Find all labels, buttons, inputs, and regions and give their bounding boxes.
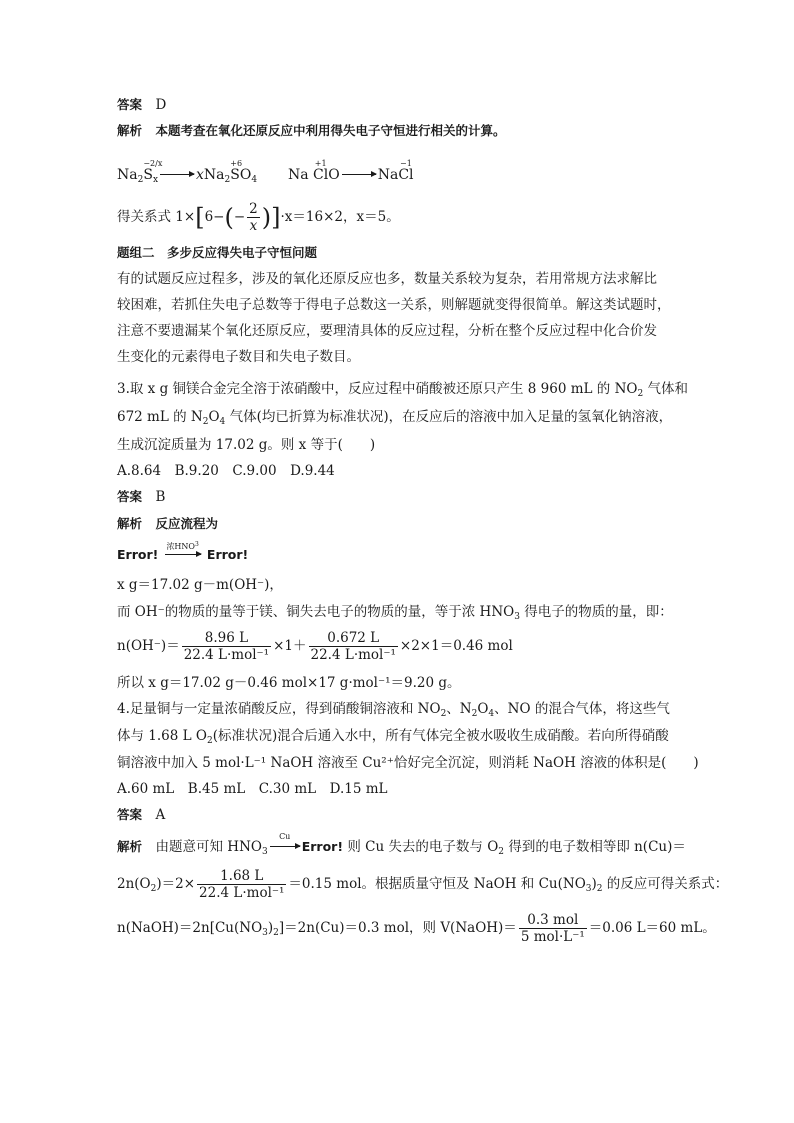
explanation-3 xyxy=(117,515,218,533)
paragraph-line: 生变化的元素得电子数目和失电子数目。 xyxy=(117,349,360,365)
exp4-text: 得到的电子数相等即 n(Cu)＝ xyxy=(504,839,686,855)
formula-text: ×2×1＝0.46 mol xyxy=(399,638,513,654)
formula-sub: 3 xyxy=(585,884,592,894)
q3-sub: 4 xyxy=(219,417,226,427)
answer-label: 答案 xyxy=(117,807,143,822)
answer-value: B xyxy=(155,489,166,505)
formula-text: n(OH⁻)＝ xyxy=(117,638,180,654)
frac-num: 0.3 mol xyxy=(519,912,587,929)
explanation-4 xyxy=(117,832,686,861)
explanation-label: 解析 xyxy=(117,839,143,854)
frac-den: 5 mol·L⁻¹ xyxy=(520,929,585,945)
exp3-line: 所以 x g＝17.02 g－0.46 mol×17 g·mol⁻¹＝9.20 g。 xyxy=(117,675,461,691)
error-text: Error! xyxy=(301,839,344,854)
exp3-formula xyxy=(117,628,513,664)
eq-o2: O xyxy=(328,167,340,183)
frac-den: 22.4 L·mol⁻¹ xyxy=(199,885,285,901)
paragraph-line: 注意不要遗漏某个氧化还原反应，要理清具体的反应过程，分析在整个反应过程中化合价发 xyxy=(117,323,657,339)
eq-sub-x: x xyxy=(152,175,159,185)
frac-num: 8.96 L xyxy=(182,630,271,647)
formula-sub: 2 xyxy=(596,884,603,894)
paren-right: ) xyxy=(261,203,272,232)
eq-s xyxy=(143,159,163,184)
q3-text: O xyxy=(208,409,220,425)
eq-s2 xyxy=(230,159,243,184)
fraction xyxy=(309,630,398,663)
eq-valence2: +6 xyxy=(230,159,243,168)
eq-cl2-text: Cl xyxy=(398,167,414,183)
explanation-text: 本题考查在氧化还原反应中利用得失电子守恒进行相关的计算。 xyxy=(155,123,506,138)
frac-den: 22.4 L·mol⁻¹ xyxy=(183,647,270,663)
answer-4 xyxy=(117,806,165,824)
eq-na4: Na xyxy=(377,167,399,183)
q4-sub: 2 xyxy=(471,709,478,719)
flow-line xyxy=(117,541,249,564)
rel-minus: − xyxy=(233,209,246,225)
eq-sub2: 2 xyxy=(224,175,231,185)
frac-num: 0.672 L xyxy=(309,630,398,647)
q3-text: 气体(均已折算为标准状况)，在反应后的溶液中加入足量的氢氧化钠溶液， xyxy=(225,409,673,425)
answer-label: 答案 xyxy=(117,97,143,112)
arrow-icon xyxy=(165,554,201,555)
question-3-line xyxy=(117,380,688,403)
eq-valence: −2/x xyxy=(143,159,163,168)
error-text: Error! xyxy=(117,547,159,562)
exp3-sub: 3 xyxy=(514,612,520,622)
eq-sub: 2 xyxy=(137,175,144,185)
paragraph-line: 有的试题反应过程多，涉及的氧化还原反应也多，数量关系较为复杂，若用常规方法求解比 xyxy=(117,271,657,287)
question-3-options: A.8.64 B.9.20 C.9.00 D.9.44 xyxy=(117,463,335,479)
eq-s2-text: S xyxy=(230,167,240,183)
relation-1 xyxy=(117,200,400,234)
over-label: Cu xyxy=(279,832,291,841)
eq-na3: Na xyxy=(287,167,309,183)
exp3-text: 得电子的物质的量，即： xyxy=(519,604,673,620)
frac-num: 2 xyxy=(249,201,258,217)
q4-text: 4.足量铜与一定量浓硝酸反应，得到硝酸铜溶液和 NO xyxy=(117,701,441,717)
q4-sub: 4 xyxy=(488,709,495,719)
explanation-label: 解析 xyxy=(117,123,143,138)
group-title: 题组二 多步反应得失电子守恒问题 xyxy=(117,245,318,260)
equation-1 xyxy=(117,159,414,189)
eq-cl2 xyxy=(398,159,414,184)
q4-text: 、N xyxy=(446,701,472,717)
eq-valence4: −1 xyxy=(400,159,412,168)
rel-prefix: 得关系式 1× xyxy=(117,209,196,225)
exp4-text: 则 Cu 失去的电子数与 O xyxy=(343,839,499,855)
eq-valence3: +1 xyxy=(314,159,327,168)
rel-inner: 6− xyxy=(204,209,225,225)
fraction xyxy=(182,630,271,663)
q3-text: 3.取 x g 铜镁合金完全溶于浓硝酸中，反应过程中硝酸被还原只产生 8 960 mL 的 NO xyxy=(117,381,638,397)
exp4-formula xyxy=(117,866,728,902)
conc-arrow xyxy=(163,541,203,564)
fraction xyxy=(247,201,260,234)
q4-text: 体与 1.68 L O xyxy=(117,728,207,744)
formula-text: n(NaOH)＝2n[Cu(NO xyxy=(117,920,263,936)
bracket-left: [ xyxy=(195,203,205,232)
answer-value: A xyxy=(155,807,166,823)
q4-text: (标准状况)混合后通入水中，所有气体完全被水吸收生成硝酸。若向所得硝酸 xyxy=(212,728,669,744)
error-text: Error! xyxy=(206,547,249,562)
exp4-sub: 3 xyxy=(261,847,268,857)
answer-1 xyxy=(117,96,166,114)
eq-s-text: S xyxy=(143,167,153,183)
exp3-text: 而 OH⁻的物质的量等于镁、铜失去电子的物质的量，等于浓 HNO xyxy=(117,604,515,620)
exp4-sub: 2 xyxy=(498,847,505,857)
q4-sub: 2 xyxy=(206,736,213,746)
paragraph-line: 较困难，若抓住失电子总数等于得电子总数这一关系，则解题就变得很简单。解这类试题时， xyxy=(117,297,671,313)
eq-o: O xyxy=(239,167,252,183)
eq-cl xyxy=(313,159,329,184)
formula-text: 的反应可得关系式： xyxy=(602,876,729,892)
eq-sub4: 4 xyxy=(251,175,258,185)
q4-sub: 2 xyxy=(440,709,447,719)
arrow-label-text: 浓HNO xyxy=(166,542,195,551)
answer-3 xyxy=(117,488,165,506)
fraction xyxy=(197,868,286,901)
answer-label: 答案 xyxy=(117,489,143,504)
exp4-formula xyxy=(117,910,716,946)
answer-value: D xyxy=(155,97,167,113)
question-4-line xyxy=(117,727,669,750)
arrow-icon xyxy=(270,846,300,847)
explanation-label: 解析 xyxy=(117,516,143,531)
formula-text: ＝0.06 L＝60 mL。 xyxy=(588,920,716,936)
formula-sub: 2 xyxy=(150,884,157,894)
paren-left: ( xyxy=(224,203,234,232)
q3-text: 672 mL 的 N xyxy=(117,409,203,425)
exp3-line: x g＝17.02 g－m(OH⁻)， xyxy=(117,577,283,593)
q4-text: O xyxy=(477,701,489,717)
formula-text: )＝2× xyxy=(156,876,196,892)
formula-text: ×1＋ xyxy=(273,638,307,654)
explanation-text: 反应流程为 xyxy=(155,516,219,531)
arrow-icon xyxy=(160,174,194,175)
formula-text: ) xyxy=(267,920,274,936)
formula-sub: 2 xyxy=(273,928,279,938)
formula-text: 2n(O xyxy=(117,876,151,892)
q3-sub: 2 xyxy=(202,417,209,427)
eq-coef: x xyxy=(196,167,204,183)
arrow-icon xyxy=(342,174,376,175)
formula-text: ]＝2n(Cu)＝0.3 mol，则 V(NaOH)＝ xyxy=(278,920,517,936)
exp4-text: 由题意可知 HNO xyxy=(155,839,262,855)
question-4-line xyxy=(117,700,670,723)
explanation-1 xyxy=(117,122,506,140)
frac-den: x xyxy=(249,218,258,234)
formula-sub: 3 xyxy=(262,928,268,938)
q4-text: 、NO 的混合气体，将这些气 xyxy=(494,701,670,717)
q3-text: 气体和 xyxy=(643,381,688,397)
exp3-line xyxy=(117,603,673,626)
frac-den: 22.4 L·mol⁻¹ xyxy=(310,647,396,663)
eq-na2: Na xyxy=(203,167,225,183)
bracket-right: ] xyxy=(271,203,281,232)
fraction xyxy=(519,912,587,945)
formula-text: ) xyxy=(591,876,597,892)
question-4-options: A.60 mL B.45 mL C.30 mL D.15 mL xyxy=(117,781,388,797)
rel-tail: ·x＝16×2，x＝5。 xyxy=(280,209,400,225)
frac-num: 1.68 L xyxy=(197,868,286,885)
question-4-line: 铜溶液中加入 5 mol·L⁻¹ NaOH 溶液至 Cu²⁺恰好完全沉淀，则消耗 NaOH 溶液的体积是( ) xyxy=(117,755,699,771)
q3-sub: 2 xyxy=(637,389,644,399)
question-3-line: 生成沉淀质量为 17.02 g。则 x 等于( ) xyxy=(117,437,376,453)
arrow-label-sub: 3 xyxy=(194,541,199,548)
question-3-line xyxy=(117,408,672,431)
formula-text: ＝0.15 mol。根据质量守恒及 NaOH 和 Cu(NO xyxy=(288,876,586,892)
eq-na: Na xyxy=(117,167,138,183)
cu-over xyxy=(268,832,302,856)
eq-cl-text: Cl xyxy=(313,167,329,183)
